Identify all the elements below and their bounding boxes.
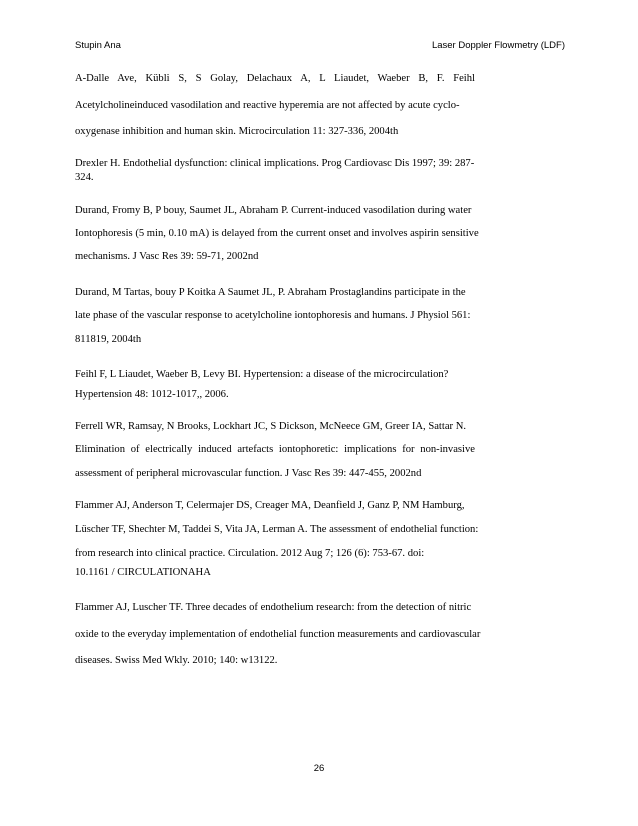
reference-line: Durand, Fromy B, P bouy, Saumet JL, Abraham P. Current-induced vasodilation during water <box>75 205 472 216</box>
reference-line: Durand, M Tartas, bouy P Koitka A Saumet JL, P. Abraham Prostaglandins participate in the <box>75 287 466 298</box>
reference-line: Hypertension 48: 1012-1017,, 2006. <box>75 389 229 400</box>
reference-line: from research into clinical practice. Circulation. 2012 Aug 7; 126 (6): 753-67. doi: <box>75 548 425 559</box>
reference-line: Flammer AJ, Anderson T, Celermajer DS, Creager MA, Deanfield J, Ganz P, NM Hamburg, <box>75 500 465 511</box>
reference-line: assessment of peripheral microvascular function. J Vasc Res 39: 447-455, 2002nd <box>75 468 422 479</box>
reference-line: Acetylcholineinduced vasodilation and reactive hyperemia are not affected by acute cyclo- <box>75 100 460 111</box>
reference-line: Lüscher TF, Shechter M, Taddei S, Vita JA, Lerman A. The assessment of endothelial function: <box>75 524 479 535</box>
reference-line: oxygenase inhibition and human skin. Microcirculation 11: 327-336, 2004th <box>75 126 399 137</box>
reference-line: A-Dalle Ave, Kübli S, S Golay, Delachaux A, L Liaudet, Waeber B, F. Feihl <box>75 73 475 84</box>
reference-line: Iontophoresis (5 min, 0.10 mA) is delayed from the current onset and involves aspirin sensitive <box>75 228 479 239</box>
page-number: 26 <box>313 763 325 774</box>
reference-line: 324. <box>75 172 94 183</box>
reference-line: Ferrell WR, Ramsay, N Brooks, Lockhart JC, S Dickson, McNeece GM, Greer IA, Sattar N. <box>75 421 467 432</box>
reference-line: mechanisms. J Vasc Res 39: 59-71, 2002nd <box>75 251 259 262</box>
header-title: Laser Doppler Flowmetry (LDF) <box>431 40 565 51</box>
header-author: Stupin Ana <box>75 40 121 51</box>
reference-line: late phase of the vascular response to acetylcholine iontophoresis and humans. J Physiol 561: <box>75 310 471 321</box>
reference-line: diseases. Swiss Med Wkly. 2010; 140: w13122. <box>75 655 278 666</box>
reference-line: 811819, 2004th <box>75 334 142 345</box>
reference-line: Flammer AJ, Luscher TF. Three decades of endothelium research: from the detection of nitric <box>75 602 472 613</box>
reference-line: Drexler H. Endothelial dysfunction: clinical implications. Prog Cardiovasc Dis 1997; 39: 287- <box>75 158 475 169</box>
reference-line: oxide to the everyday implementation of endothelial function measurements and cardiovascular <box>75 629 481 640</box>
reference-line: Elimination of electrically induced artefacts iontophoretic: implications for non-invasive <box>75 444 475 455</box>
reference-line: 10.1161 / CIRCULATIONAHA <box>75 567 211 578</box>
reference-line: Feihl F, L Liaudet, Waeber B, Levy BI. Hypertension: a disease of the microcirculation? <box>75 369 449 380</box>
